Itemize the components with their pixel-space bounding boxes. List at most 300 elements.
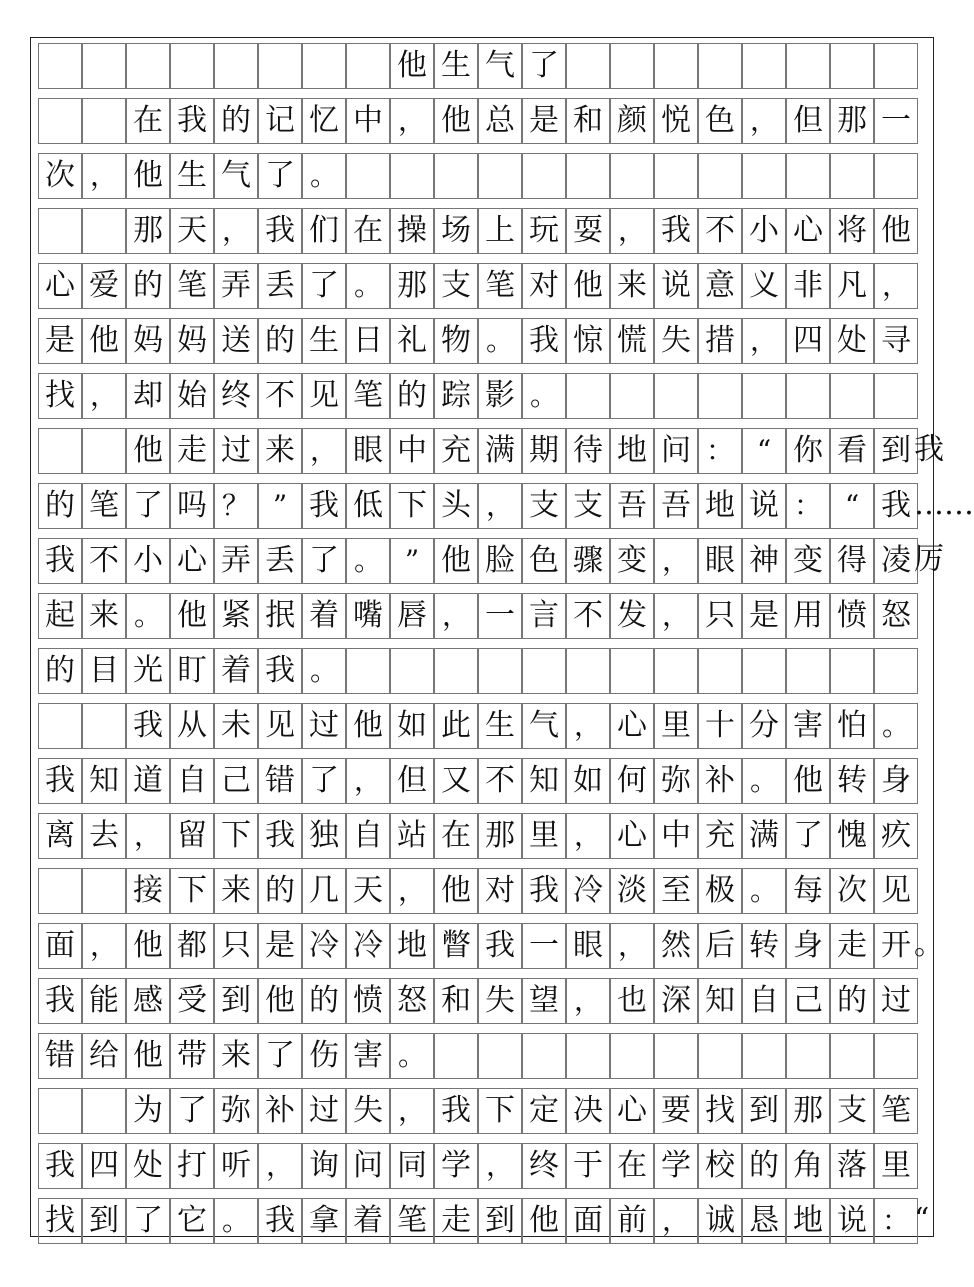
grid-cell: 将 [830,208,874,254]
grid-cell: 了 [302,263,346,309]
grid-cell: 终 [522,1143,566,1189]
grid-cell [874,153,918,199]
grid-cell: 给 [82,1033,126,1079]
grid-cell [874,43,918,89]
grid-cell: 变 [786,538,830,584]
grid-cell: 颜 [610,98,654,144]
grid-cell: 记 [258,98,302,144]
grid-cell: 起 [38,593,82,639]
text-row [38,593,926,641]
grid-cell: 受 [170,978,214,1024]
text-row [38,318,926,366]
text-row [38,978,926,1026]
grid-cell [610,1033,654,1079]
grid-cell: 如 [390,703,434,749]
grid-cell: 我 [170,98,214,144]
grid-cell: 接 [126,868,170,914]
grid-cell: 的 [38,483,82,529]
grid-cell: 丢 [258,263,302,309]
grid-cell: 措 [698,318,742,364]
grid-cell: 对 [522,263,566,309]
grid-cell [478,153,522,199]
grid-cell: 来 [214,1033,258,1079]
grid-cell: 如 [566,758,610,804]
grid-cell: 那 [478,813,522,859]
text-row [38,758,926,806]
grid-cell: ， [742,318,786,364]
grid-cell: ， [654,1198,698,1244]
grid-cell [830,153,874,199]
grid-cell [478,1033,522,1079]
text-row [38,428,944,476]
grid-cell: 瞥 [434,923,478,969]
grid-cell [38,868,82,914]
grid-cell [38,98,82,144]
grid-cell: 们 [302,208,346,254]
grid-cell: 影 [478,373,522,419]
grid-cell: 到 [874,428,918,474]
grid-cell: 听 [214,1143,258,1189]
grid-cell: 问 [346,1143,390,1189]
grid-cell: 己 [214,758,258,804]
grid-cell: 愤 [830,593,874,639]
grid-cell: 笔 [82,483,126,529]
grid-cell: 去 [82,813,126,859]
grid-cell: ？ [214,483,258,529]
grid-cell: 是 [38,318,82,364]
grid-cell: 询 [302,1143,346,1189]
grid-cell [874,648,918,694]
grid-cell: 期 [522,428,566,474]
grid-cell: 的 [214,98,258,144]
grid-cell: 地 [390,923,434,969]
grid-cell: 光 [126,648,170,694]
grid-cell [302,43,346,89]
grid-cell: 脸 [478,538,522,584]
grid-cell: 到 [82,1198,126,1244]
grid-cell: 为 [126,1088,170,1134]
grid-cell [698,1033,742,1079]
grid-cell: 场 [434,208,478,254]
grid-cell: 。 [742,868,786,914]
grid-cell: 骤 [566,538,610,584]
grid-cell: 生 [478,703,522,749]
grid-cell: ： [786,483,830,529]
grid-cell: 我 [258,208,302,254]
grid-cell: 过 [874,978,918,1024]
grid-cell: 你 [786,428,830,474]
grid-cell: 见 [874,868,918,914]
grid-cell: 发 [610,593,654,639]
grid-cell: 吾 [654,483,698,529]
grid-cell [698,648,742,694]
grid-cell: 了 [302,538,346,584]
grid-cell: 离 [38,813,82,859]
grid-cell: 几 [302,868,346,914]
grid-cell: 目 [82,648,126,694]
grid-cell: 十 [698,703,742,749]
grid-cell: 他 [566,263,610,309]
grid-cell: 身 [786,923,830,969]
grid-cell: 小 [126,538,170,584]
grid-cell: 弥 [214,1088,258,1134]
grid-cell: 是 [742,593,786,639]
grid-cell: 定 [522,1088,566,1134]
grid-cell: 说 [654,263,698,309]
grid-cell: 。 [478,318,522,364]
grid-cell: 然 [654,923,698,969]
grid-cell: ， [82,153,126,199]
grid-cell [786,373,830,419]
grid-cell: 操 [390,208,434,254]
grid-cell: 的 [742,1143,786,1189]
grid-cell: 我 [38,758,82,804]
grid-cell: 中 [346,98,390,144]
grid-cell [82,1088,126,1134]
grid-cell [874,373,918,419]
grid-cell: 支 [830,1088,874,1134]
grid-cell: 凡 [830,263,874,309]
grid-cell [82,868,126,914]
text-row [38,153,926,201]
grid-cell [346,648,390,694]
grid-cell: 走 [170,428,214,474]
grid-cell: 诚 [698,1198,742,1244]
grid-cell: 和 [566,98,610,144]
grid-cell [874,1033,918,1079]
grid-cell [654,648,698,694]
grid-cell: 何 [610,758,654,804]
grid-cell: 前 [610,1198,654,1244]
grid-cell [610,373,654,419]
grid-cell: 弄 [214,263,258,309]
grid-cell: 日 [346,318,390,364]
grid-cell [566,153,610,199]
grid-cell [566,648,610,694]
grid-cell: 支 [434,263,478,309]
grid-cell [654,43,698,89]
grid-cell: 疚 [874,813,918,859]
grid-cell: 那 [786,1088,830,1134]
grid-cell: ， [566,703,610,749]
grid-cell: 头 [434,483,478,529]
grid-cell: 他 [170,593,214,639]
grid-cell: 爱 [82,263,126,309]
grid-cell: 眼 [698,538,742,584]
grid-cell: 来 [82,593,126,639]
grid-cell: 了 [126,483,170,529]
grid-cell: 言 [522,593,566,639]
grid-cell: 上 [478,208,522,254]
grid-cell: 能 [82,978,126,1024]
grid-cell: 我 [874,483,918,529]
grid-cell: 的 [126,263,170,309]
grid-cell: 学 [654,1143,698,1189]
grid-cell [698,43,742,89]
grid-cell: 他 [126,923,170,969]
grid-cell: 里 [874,1143,918,1189]
grid-cell: 己 [786,978,830,1024]
grid-cell [82,98,126,144]
grid-cell: ， [390,1088,434,1134]
grid-cell: 他 [434,538,478,584]
grid-cell: 走 [434,1198,478,1244]
grid-cell [38,208,82,254]
grid-cell: 的 [830,978,874,1024]
grid-cell: 他 [346,703,390,749]
grid-cell: 的 [38,648,82,694]
grid-cell: 眼 [566,923,610,969]
grid-cell: 中 [654,813,698,859]
grid-cell [170,43,214,89]
grid-cell: 拿 [302,1198,346,1244]
grid-cell: 校 [698,1143,742,1189]
grid-cell: 面 [38,923,82,969]
grid-cell: 伤 [302,1033,346,1079]
grid-cell: 色 [522,538,566,584]
grid-cell: 到 [742,1088,786,1134]
text-row [38,813,926,861]
grid-cell: 的 [258,868,302,914]
grid-cell: 来 [610,263,654,309]
grid-cell: 的 [390,373,434,419]
grid-cell: ， [654,593,698,639]
grid-cell: 落 [830,1143,874,1189]
grid-cell: 那 [830,98,874,144]
grid-cell: 只 [214,923,258,969]
grid-cell: 说 [742,483,786,529]
grid-cell: 极 [698,868,742,914]
grid-cell: 恳 [742,1198,786,1244]
grid-cell: ， [214,208,258,254]
grid-cell [522,1033,566,1079]
grid-cell: 妈 [170,318,214,364]
grid-cell: ， [742,98,786,144]
grid-cell: 。 [302,648,346,694]
grid-cell: 下 [170,868,214,914]
grid-cell: ， [82,373,126,419]
grid-cell: 了 [126,1198,170,1244]
grid-cell: 带 [170,1033,214,1079]
grid-cell: ， [82,923,126,969]
grid-cell: 生 [434,43,478,89]
grid-cell: 待 [566,428,610,474]
grid-cell [742,648,786,694]
grid-cell: 一 [874,98,918,144]
grid-cell: 。 [126,593,170,639]
overflow-char: 我 [914,432,944,467]
grid-cell: 眼 [346,428,390,474]
grid-cell: 下 [478,1088,522,1134]
grid-cell [522,153,566,199]
grid-cell: 妈 [126,318,170,364]
grid-cell: ， [654,538,698,584]
text-row [38,1198,930,1246]
grid-cell: 义 [742,263,786,309]
grid-cell [786,648,830,694]
grid-cell: 紧 [214,593,258,639]
grid-cell: 望 [522,978,566,1024]
grid-cell: 在 [126,98,170,144]
grid-cell: 四 [82,1143,126,1189]
grid-cell: 他 [874,208,918,254]
grid-cell: 踪 [434,373,478,419]
grid-cell: 天 [346,868,390,914]
grid-cell: 愤 [346,978,390,1024]
grid-cell: 我 [258,813,302,859]
grid-cell: 我 [478,923,522,969]
grid-cell: 是 [522,98,566,144]
grid-cell: 。 [346,263,390,309]
grid-cell: 怒 [874,593,918,639]
grid-cell: 此 [434,703,478,749]
grid-cell: 笔 [874,1088,918,1134]
grid-cell: 地 [698,483,742,529]
grid-cell: 处 [126,1143,170,1189]
grid-cell: 感 [126,978,170,1024]
grid-cell: 找 [38,1198,82,1244]
grid-cell: 和 [434,978,478,1024]
grid-cell: 我 [302,483,346,529]
grid-cell: 弄 [214,538,258,584]
grid-cell: 满 [478,428,522,474]
grid-cell: ， [478,483,522,529]
grid-cell: 着 [346,1198,390,1244]
text-row [38,208,926,256]
grid-cell: 知 [698,978,742,1024]
grid-cell: 了 [302,758,346,804]
grid-cell: 过 [214,428,258,474]
grid-cell: 不 [478,758,522,804]
text-row [38,703,926,751]
grid-cell: 补 [698,758,742,804]
grid-cell: 他 [522,1198,566,1244]
grid-cell [434,1033,478,1079]
grid-cell: 地 [786,1198,830,1244]
grid-cell: 心 [610,703,654,749]
grid-cell: 丢 [258,538,302,584]
grid-cell: 冷 [302,923,346,969]
grid-cell [434,153,478,199]
grid-cell: 心 [786,208,830,254]
grid-cell: 看 [830,428,874,474]
grid-cell [38,43,82,89]
grid-cell: 冷 [346,923,390,969]
grid-cell: 总 [478,98,522,144]
grid-cell: 一 [478,593,522,639]
grid-cell: 嘴 [346,593,390,639]
grid-cell: 吗 [170,483,214,529]
grid-cell: 自 [170,758,214,804]
grid-cell: 神 [742,538,786,584]
grid-cell: 我 [522,868,566,914]
grid-cell: 来 [214,868,258,914]
grid-cell: 自 [742,978,786,1024]
grid-cell: 支 [522,483,566,529]
grid-cell: 过 [302,1088,346,1134]
grid-cell [390,648,434,694]
grid-cell: 他 [434,98,478,144]
grid-cell: 始 [170,373,214,419]
grid-cell: 笔 [390,1198,434,1244]
grid-cell: 充 [698,813,742,859]
grid-cell: 满 [742,813,786,859]
grid-cell: 他 [258,978,302,1024]
grid-cell: 弥 [654,758,698,804]
grid-cell: 每 [786,868,830,914]
grid-cell: 我 [434,1088,478,1134]
grid-cell: 意 [698,263,742,309]
grid-cell: 害 [346,1033,390,1079]
grid-cell: 。 [390,1033,434,1079]
grid-cell [434,648,478,694]
grid-cell [390,153,434,199]
grid-cell: 了 [258,1033,302,1079]
text-row [38,1088,926,1136]
grid-cell: 着 [302,593,346,639]
grid-cell [214,43,258,89]
grid-cell [786,43,830,89]
grid-cell: 我 [522,318,566,364]
grid-cell: 。 [522,373,566,419]
grid-cell: 凌 [874,538,918,584]
grid-cell: 站 [390,813,434,859]
grid-cell: 至 [654,868,698,914]
overflow-char: “ [914,1202,930,1237]
grid-cell [126,43,170,89]
grid-cell: 到 [478,1198,522,1244]
grid-cell: 决 [566,1088,610,1134]
grid-cell: 又 [434,758,478,804]
grid-cell: 补 [258,1088,302,1134]
grid-cell: 我 [258,648,302,694]
grid-cell [610,43,654,89]
grid-cell: 学 [434,1143,478,1189]
grid-cell: 充 [434,428,478,474]
grid-cell: 气 [522,703,566,749]
grid-cell: 次 [38,153,82,199]
grid-cell: 来 [258,428,302,474]
grid-cell: 。 [302,153,346,199]
grid-cell: 下 [390,483,434,529]
title-row [38,43,926,91]
text-row [38,373,926,421]
grid-cell: 那 [390,263,434,309]
grid-cell: 知 [522,758,566,804]
grid-cell [346,43,390,89]
grid-cell: ， [258,1143,302,1189]
grid-cell [38,1088,82,1134]
grid-cell: 他 [434,868,478,914]
grid-cell: 礼 [390,318,434,364]
grid-cell: 。 [346,538,390,584]
grid-cell: ： [874,1198,918,1244]
grid-cell: 不 [258,373,302,419]
grid-cell [654,373,698,419]
grid-cell: “ [830,483,874,529]
grid-cell: 淡 [610,868,654,914]
grid-cell: 问 [654,428,698,474]
grid-cell [82,703,126,749]
grid-cell [566,373,610,419]
grid-cell [830,648,874,694]
grid-cell: 只 [698,593,742,639]
grid-cell: 里 [654,703,698,749]
grid-cell: 它 [170,1198,214,1244]
grid-cell: 终 [214,373,258,419]
grid-cell: 心 [610,813,654,859]
grid-cell: 抿 [258,593,302,639]
